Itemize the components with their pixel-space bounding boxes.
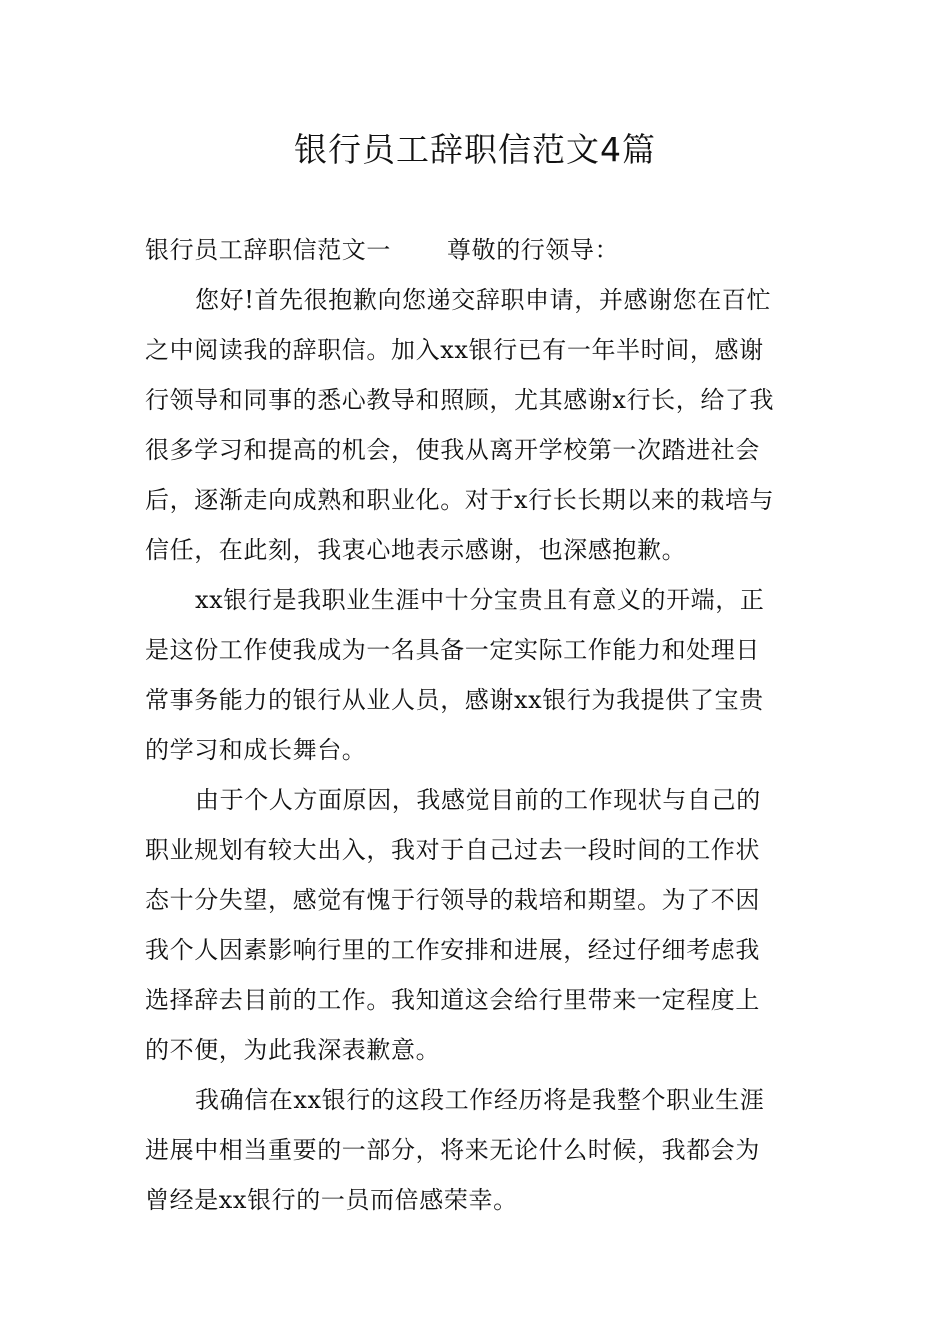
paragraph-line: 我确信在xx银行的这段工作经历将是我整个职业生涯 [195,1086,765,1114]
paragraph-line: 进展中相当重要的一部分，将来无论什么时候，我都会为 [145,1136,760,1164]
paragraph-line: 由于个人方面原因，我感觉目前的工作现状与自己的 [195,786,761,814]
paragraph-line: 信任，在此刻，我衷心地表示感谢，也深感抱歉。 [145,536,687,564]
paragraph-3 [145,780,809,1080]
paragraph-line: 很多学习和提高的机会，使我从离开学校第一次踏进社会 [145,436,760,464]
paragraph-line: 行领导和同事的悉心教导和照顾，尤其感谢x行长，给了我 [145,386,775,414]
paragraph-4 [145,1080,809,1230]
document-title: 银行员工辞职信范文4篇 [294,130,656,169]
paragraph-line: 您好!首先很抱歉向您递交辞职申请，并感谢您在百忙 [195,286,772,314]
document-body [145,230,809,1230]
paragraph-line: 是这份工作使我成为一名具备一定实际工作能力和处理日 [145,636,760,664]
paragraph-1 [145,280,809,580]
paragraph-2 [145,580,809,780]
paragraph-line: 的不便，为此我深表歉意。 [145,1036,441,1064]
paragraph-line: xx银行是我职业生涯中十分宝贵且有意义的开端，正 [195,586,765,614]
section-heading: 银行员工辞职信范文一 [145,236,391,264]
paragraph-line: 后，逐渐走向成熟和职业化。对于x行长长期以来的栽培与 [145,486,775,514]
paragraph-line: 我个人因素影响行里的工作安排和进展，经过仔细考虑我 [145,936,760,964]
paragraph-line: 职业规划有较大出入，我对于自己过去一段时间的工作状 [145,836,760,864]
paragraph-line: 常事务能力的银行从业人员，感谢xx银行为我提供了宝贵 [145,686,764,714]
paragraph-line: 曾经是xx银行的一员而倍感荣幸。 [145,1186,518,1214]
paragraph-line: 的学习和成长舞台。 [145,736,367,764]
paragraph-line: 选择辞去目前的工作。我知道这会给行里带来一定程度上 [145,986,760,1014]
letter-heading-line [145,230,809,280]
paragraph-line: 之中阅读我的辞职信。加入xx银行已有一年半时间，感谢 [145,336,764,364]
paragraph-line: 态十分失望，感觉有愧于行领导的栽培和期望。为了不因 [145,886,760,914]
salutation: 尊敬的行领导： [447,236,620,264]
